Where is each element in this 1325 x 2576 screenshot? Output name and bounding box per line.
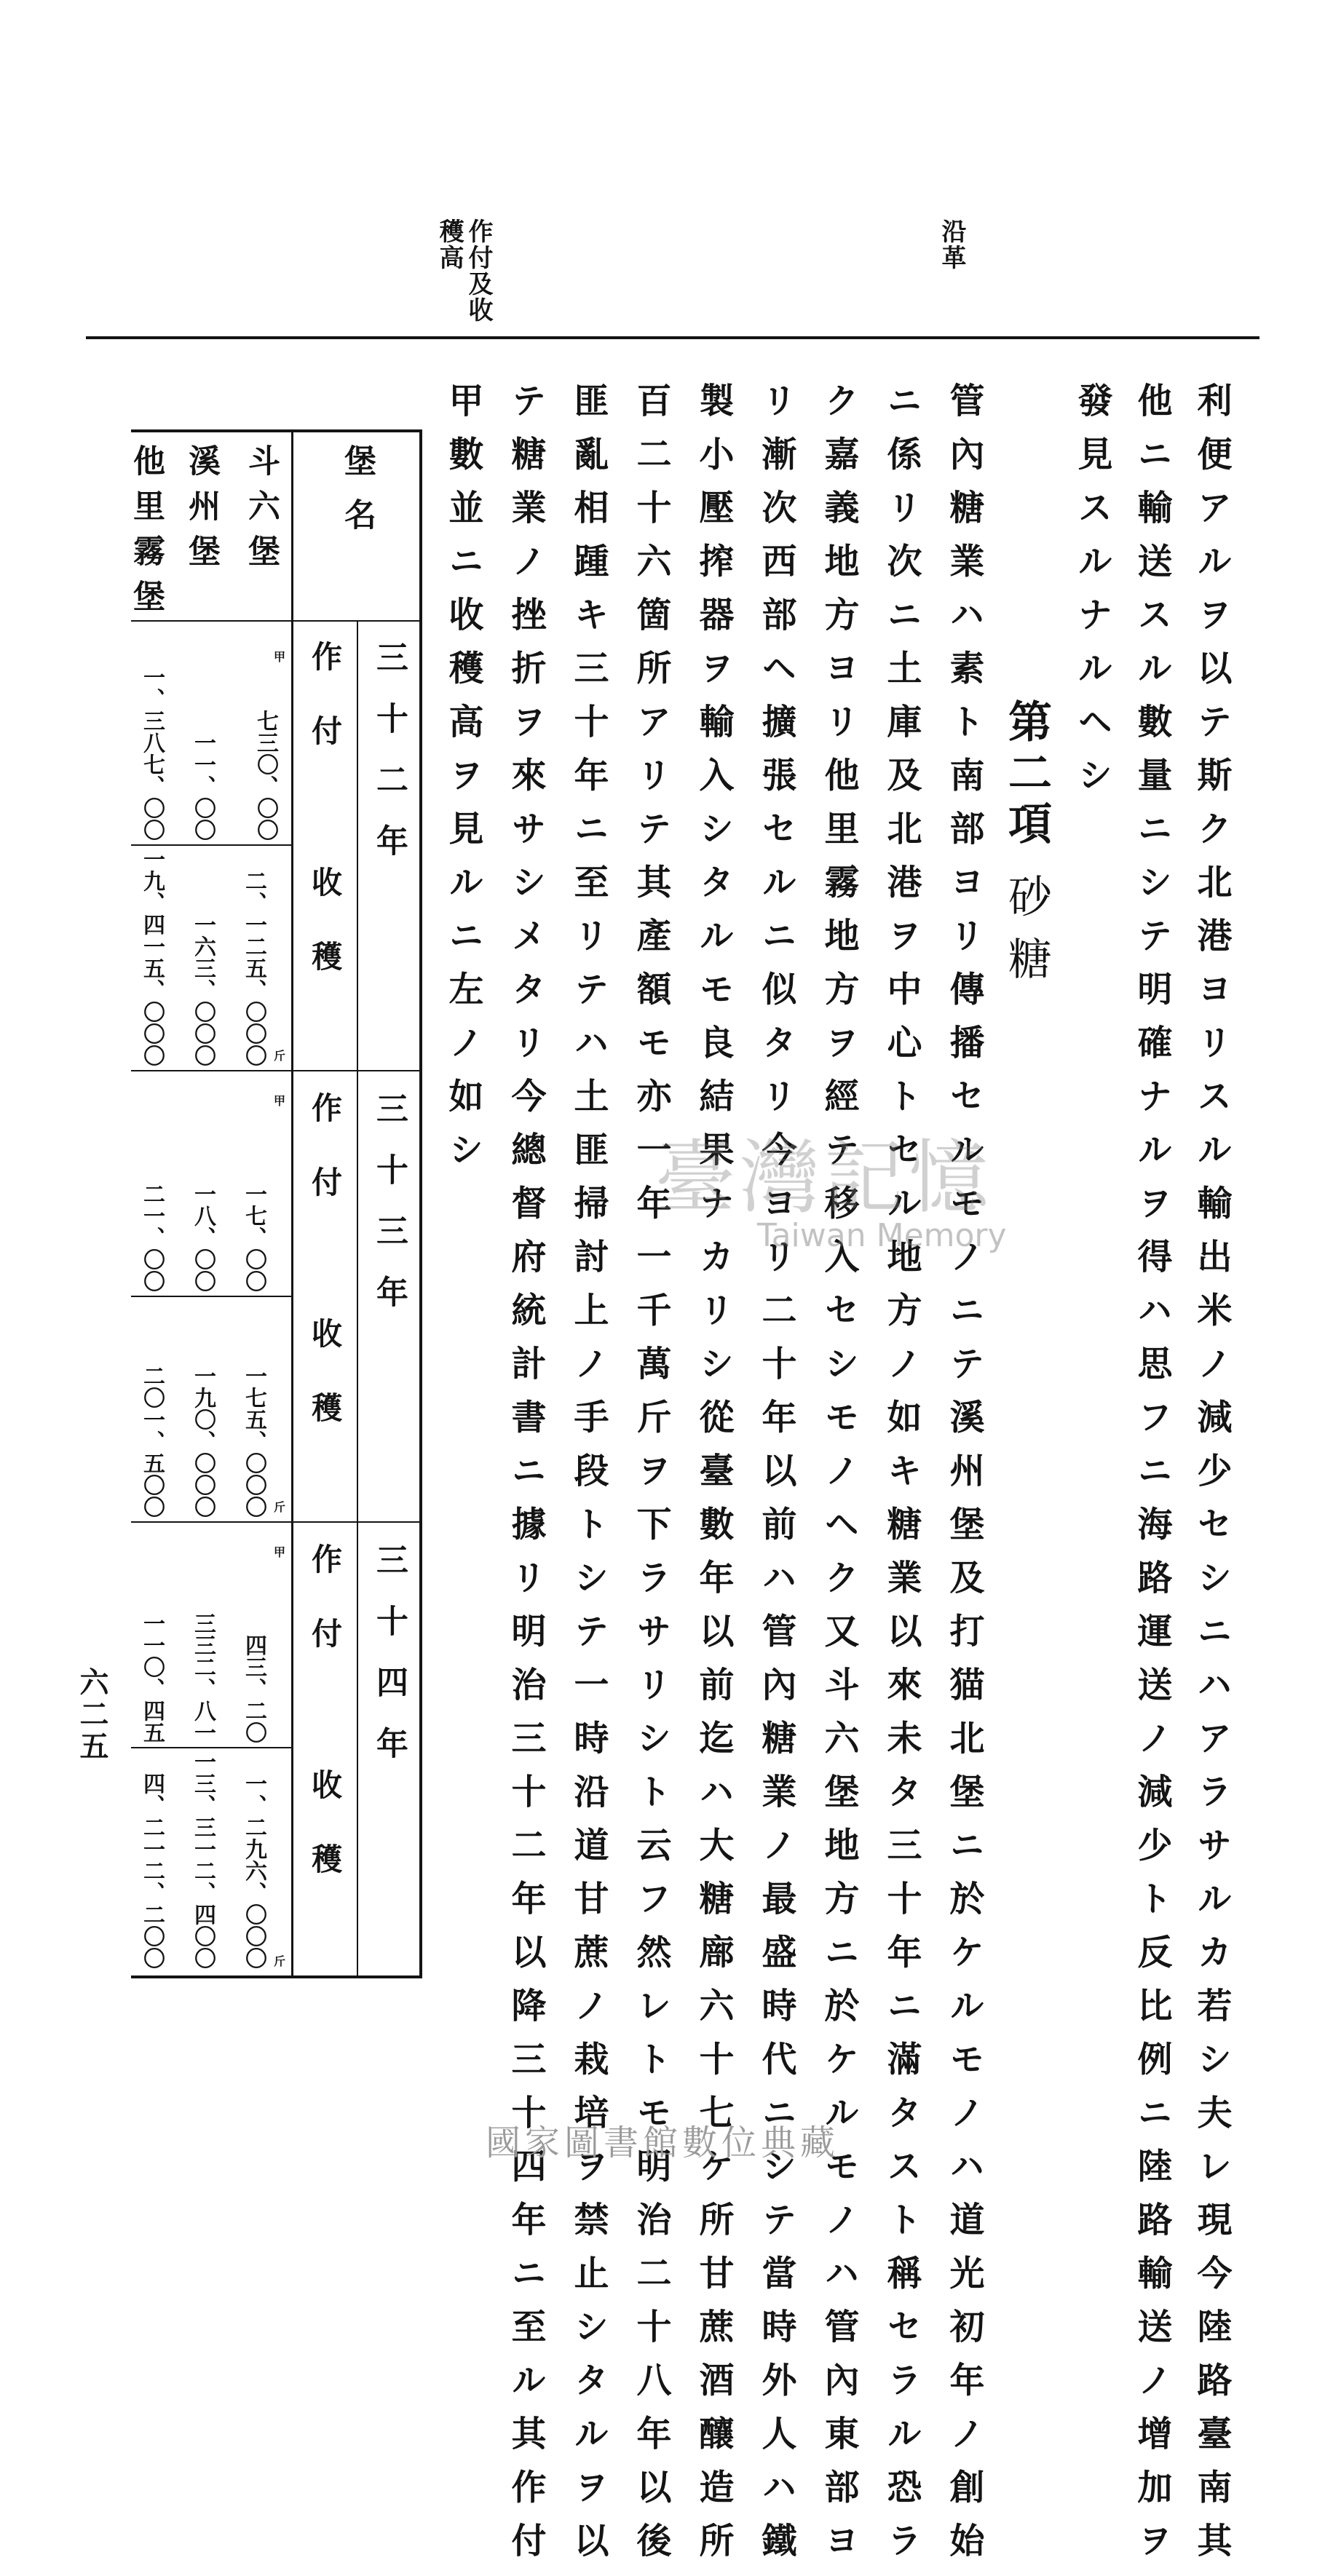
table-cell: 一七五、〇〇〇 (241, 1365, 266, 1518)
table-cell: 一一〇、四五 (139, 1612, 165, 1743)
text-column-4: 管內糖業ハ素ト南部ヨリ傳播セルモノニテ溪州堡及打猫北堡ニ於ケルモノハ道光初年ノ創始 (944, 382, 984, 2576)
unit-kin: 斤 (274, 1049, 286, 1063)
margin-note-sakufu-2: 穫高 (435, 218, 464, 271)
text-column-3: 發見スルナルヘシ (1072, 382, 1112, 810)
table-header-year: 三十四年 (371, 1543, 408, 1788)
table-row-label: 他里霧堡 (127, 444, 165, 625)
table-cell: 一八、〇〇 (190, 1183, 215, 1292)
table-cell: 二〇一、五〇〇 (139, 1365, 165, 1518)
section-heading (1003, 699, 1050, 999)
text-column-5: ニ係リ次ニ土庫及北港ヲ中心トセル地方ノ如キ糖業以來未タ三十年ニ滿タスト稱セラル恐ラ (881, 382, 922, 2576)
table-cell: 四、二一二、二〇〇 (139, 1772, 165, 1969)
footer-credit: 國家圖書館數位典藏 (485, 2123, 839, 2163)
text-column-2: 他ニ輸送スル數量ニシテ明確ナルヲ得ハ思フニ海路運送ノ減少ト反比例ニ陸路輸送ノ增加ヲ (1131, 382, 1172, 2576)
text-column-1: 利便アルヲ以テ斯ク北港ヨリスル輸出米ノ減少セシニハアラサルカ若シ夫レ現今陸路臺南其 (1191, 382, 1232, 2576)
unit-kou: 甲 (274, 1545, 286, 1559)
watermark-logo: 臺灣記憶 (655, 1131, 993, 1224)
table-header-year: 三十三年 (371, 1092, 408, 1336)
margin-note-sakufu: 作付及收 (464, 218, 493, 323)
table-row-label: 溪州堡 (183, 444, 220, 579)
sugar-production-table (127, 429, 422, 1978)
watermark-logo-en: Taiwan Memory (757, 1217, 1007, 1254)
text-column-12: 甲數並ニ收穫高ヲ見ルニ左ノ如シ (443, 382, 483, 1185)
text-column-6: ク嘉義地方ヨリ他里霧地方ヲ經テ移入セシモノヘク又斗六堡地方ニ於ケルモノハ管內東部ヨ (818, 382, 859, 2576)
table-cell: 一九、四一五、〇〇〇 (139, 848, 165, 1066)
text-column-11: テ糖業ノ挫折ヲ來サシメタリ今總督府統計書ニ據リ明治三十二年以降三十四年ニ至ル其作付 (505, 382, 546, 2576)
table-cell: 一、三八七、〇〇 (139, 666, 165, 841)
header-rule (86, 336, 1259, 339)
unit-kin: 斤 (274, 1954, 286, 1968)
text-column-9: 百二十六箇所アリテ其產額モ亦一年一千萬斤ヲ下ラサリシト云フ然レトモ明治二十八年以後 (630, 382, 671, 2576)
table-header-fort-name: 堡名 (339, 444, 376, 552)
table-header-harvest: 收穫 (307, 1769, 343, 1917)
margin-note-enkaku: 沿革 (937, 218, 966, 271)
text-column-8: 製小壓搾器ヲ輸入シタルモ良結果ナカリシ從臺數年以前迄ハ大糖廍六十七ケ所甘蔗酒釀造所 (693, 382, 734, 2576)
table-row-label: 斗六堡 (242, 444, 280, 579)
table-header-harvest: 收穫 (307, 1317, 343, 1466)
table-cell: 一三、三一二、四〇〇 (190, 1751, 215, 1969)
table-cell: 一六三、〇〇〇 (190, 914, 215, 1066)
table-cell: 三三二、八一 (190, 1612, 215, 1743)
table-header-planted: 作付 (307, 1092, 343, 1240)
table-header-planted: 作付 (307, 641, 343, 789)
table-cell: 二一、〇〇 (139, 1183, 165, 1292)
unit-kou: 甲 (274, 1094, 286, 1108)
unit-kin: 斤 (274, 1500, 286, 1514)
table-cell: 七三〇、〇〇 (253, 710, 278, 841)
table-cell: 二、一二五、〇〇〇 (241, 870, 266, 1066)
table-cell: 一九〇、〇〇〇 (190, 1365, 215, 1518)
table-cell: 一、二九六、〇〇〇 (241, 1772, 266, 1969)
unit-kou: 甲 (274, 650, 286, 664)
table-header-year: 三十二年 (371, 641, 408, 885)
section-title: 第二項 (1001, 699, 1052, 852)
section-subtitle: 砂糖 (1001, 873, 1052, 999)
table-cell: 一七、〇〇 (241, 1183, 266, 1292)
table-header-planted: 作付 (307, 1543, 343, 1692)
table-cell: 四三、二〇 (241, 1634, 266, 1743)
table-header-harvest: 收穫 (307, 866, 343, 1015)
text-column-10: 匪亂相踵キ三十年ニ至リテハ土匪掃討上ノ手段トシテ一時沿道甘蔗ノ栽培ヲ禁止シタルヲ以 (568, 382, 609, 2576)
table-cell: 一一、〇〇 (190, 732, 215, 841)
page-number: 六二五 (75, 1667, 109, 1763)
text-column-7: リ漸次西部ヘ擴張セルニ似タリ今ヨリ二十年以前ハ管內糖業ノ最盛時代ニシテ當時外人ハ鐵 (756, 382, 796, 2576)
